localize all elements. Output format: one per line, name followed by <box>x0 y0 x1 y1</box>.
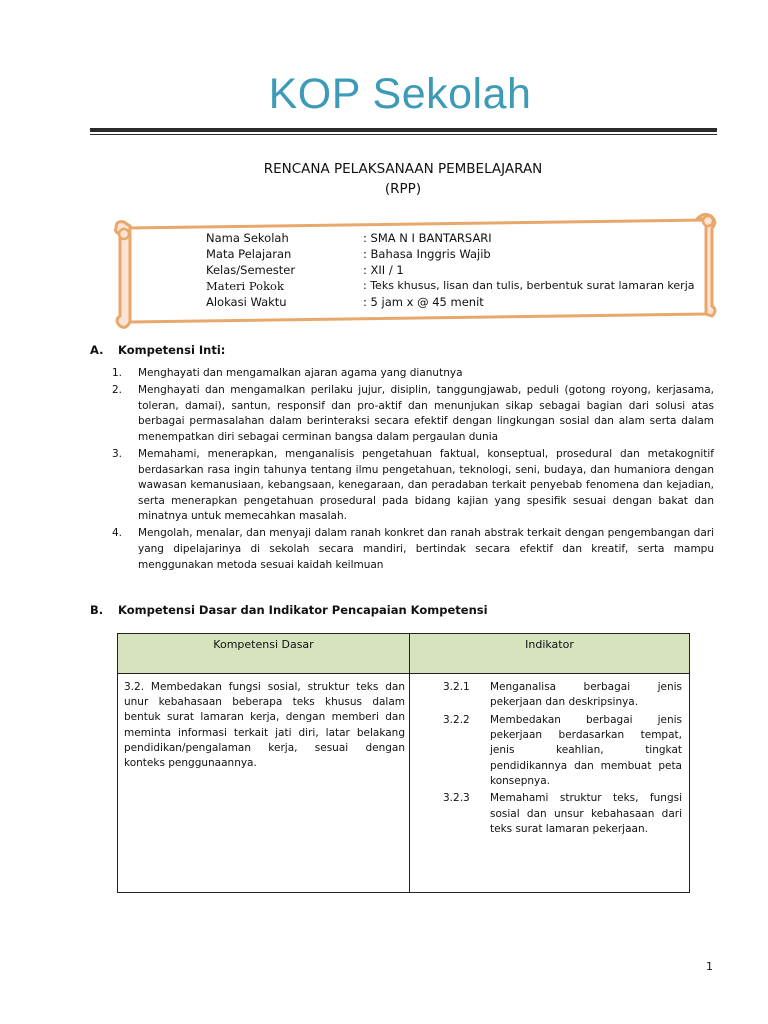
table-header-kompetensi-dasar: Kompetensi Dasar <box>118 634 410 674</box>
section-b-letter: B. <box>90 603 104 617</box>
kompetensi-dasar-cell: 3.2. Membedakan fungsi sosial, struktur teks dan unur kebahasaan beberapa teks khusus dalam bentuk surat lamaran kerja, dengan memberi dan meminta informasi terkait jati diri, latar belakang pendidikan/pengalaman kerja, sesuai dengan konteks penggunaannya. <box>118 674 410 893</box>
document-title: RENCANA PELAKSANAAN PEMBELAJARAN <box>263 161 543 177</box>
document-subtitle: (RPP) <box>384 181 422 197</box>
indicator-number: 3.2.2 <box>443 713 470 726</box>
info-label: Kelas/Semester <box>206 263 296 277</box>
indikator-cell <box>410 674 690 893</box>
list-item <box>112 526 714 573</box>
info-value: : XII / 1 <box>363 263 404 277</box>
indicator-number: 3.2.1 <box>443 681 470 693</box>
info-label: Materi Pokok <box>206 279 284 293</box>
list-item-text: Menghayati dan mengamalkan ajaran agama yang dianutnya <box>138 367 463 379</box>
info-value: : Teks khusus, lisan dan tulis, berbentuk surat lamaran kerja <box>363 279 695 292</box>
section-b-title: Kompetensi Dasar dan Indikator Pencapaian Kompetensi <box>118 603 488 617</box>
list-item-text: Mengolah, menalar, dan menyaji dalam ranah konkret dan ranah abstrak terkait dengan pengembangan dari yang dipelajarinya di sekolah secara mandiri, bertindak secara efektif dan kreatif, serta mampu menggunakan metoda sesuai kaidah keilmuan <box>138 527 714 571</box>
indicator-text: Membedakan berbagai jenis pekerjaan berdasarkan tempat, jenis keahlian, tingkat pendidikannya dan membuat peta konsepnya. <box>490 713 682 787</box>
core-competency-list <box>112 366 714 575</box>
section-b-heading <box>90 603 488 617</box>
list-item <box>112 383 714 445</box>
scroll-banner <box>108 210 722 335</box>
info-label: Alokasi Waktu <box>206 295 287 309</box>
list-item <box>112 366 714 382</box>
list-item-number: 2. <box>112 384 123 397</box>
info-value: : 5 jam x @ 45 menit <box>363 295 484 309</box>
competency-table <box>117 633 690 893</box>
letterhead-thick-rule <box>90 128 717 132</box>
list-item-text: Memahami, menerapkan, menganalisis pengetahuan faktual, konseptual, prosedural dan metakognitif berdasarkan rasa ingin tahunya tentang ilmu pengetahuan, teknologi, seni, budaya, dan humaniora dengan wawasan kemanusiaan, kebangsaan, kenegaraan, dan peradaban terkait penyebab fenomena dan kejadian, serta menerapkan pengetahuan prosedural pada bidang kajian yang spesifik sesuai dengan bakat dan minatnya untuk memecahkan masalah. <box>138 447 714 523</box>
indicator-row <box>411 791 688 837</box>
info-value: : Bahasa Inggris Wajib <box>363 247 491 261</box>
indicator-text: Menganalisa berbagai jenis pekerjaan dan deskripsinya. <box>490 681 682 709</box>
indicator-number: 3.2.3 <box>443 792 470 805</box>
list-item <box>112 447 714 525</box>
section-a-letter: A. <box>90 343 104 357</box>
indicator-row <box>411 713 688 789</box>
table-header-indikator: Indikator <box>410 634 690 674</box>
section-a-heading <box>90 343 225 357</box>
info-label: Mata Pelajaran <box>206 247 292 261</box>
list-item-text: Menghayati dan mengamalkan perilaku jujur, disiplin, tanggungjawab, peduli (gotong royong, kerjasama, toleran, damai), santun, responsif dan pro-aktif dan menunjukan sikap sebagai bagian dari solusi atas berbagai permasalahan dalam berinteraksi secara efektif dengan lingkungan sosial dan alam serta dalam menempatkan diri sebagai cerminan bangsa dalam pergaulan dunia <box>138 384 714 443</box>
letterhead-thin-rule <box>90 134 717 135</box>
school-letterhead-title: KOP Sekolah <box>268 70 532 118</box>
info-value: : SMA N I BANTARSARI <box>363 231 492 245</box>
indicator-row <box>411 680 688 710</box>
info-label: Nama Sekolah <box>206 231 289 245</box>
list-item-number: 1. <box>112 367 123 379</box>
list-item-number: 3. <box>112 447 123 460</box>
list-item-number: 4. <box>112 527 123 540</box>
section-a-title: Kompetensi Inti: <box>118 343 226 357</box>
indicator-text: Memahami struktur teks, fungsi sosial dan unsur kebahasaan dari teks surat lamaran pekerjaan. <box>490 792 682 835</box>
page-number: 1 <box>706 960 713 973</box>
